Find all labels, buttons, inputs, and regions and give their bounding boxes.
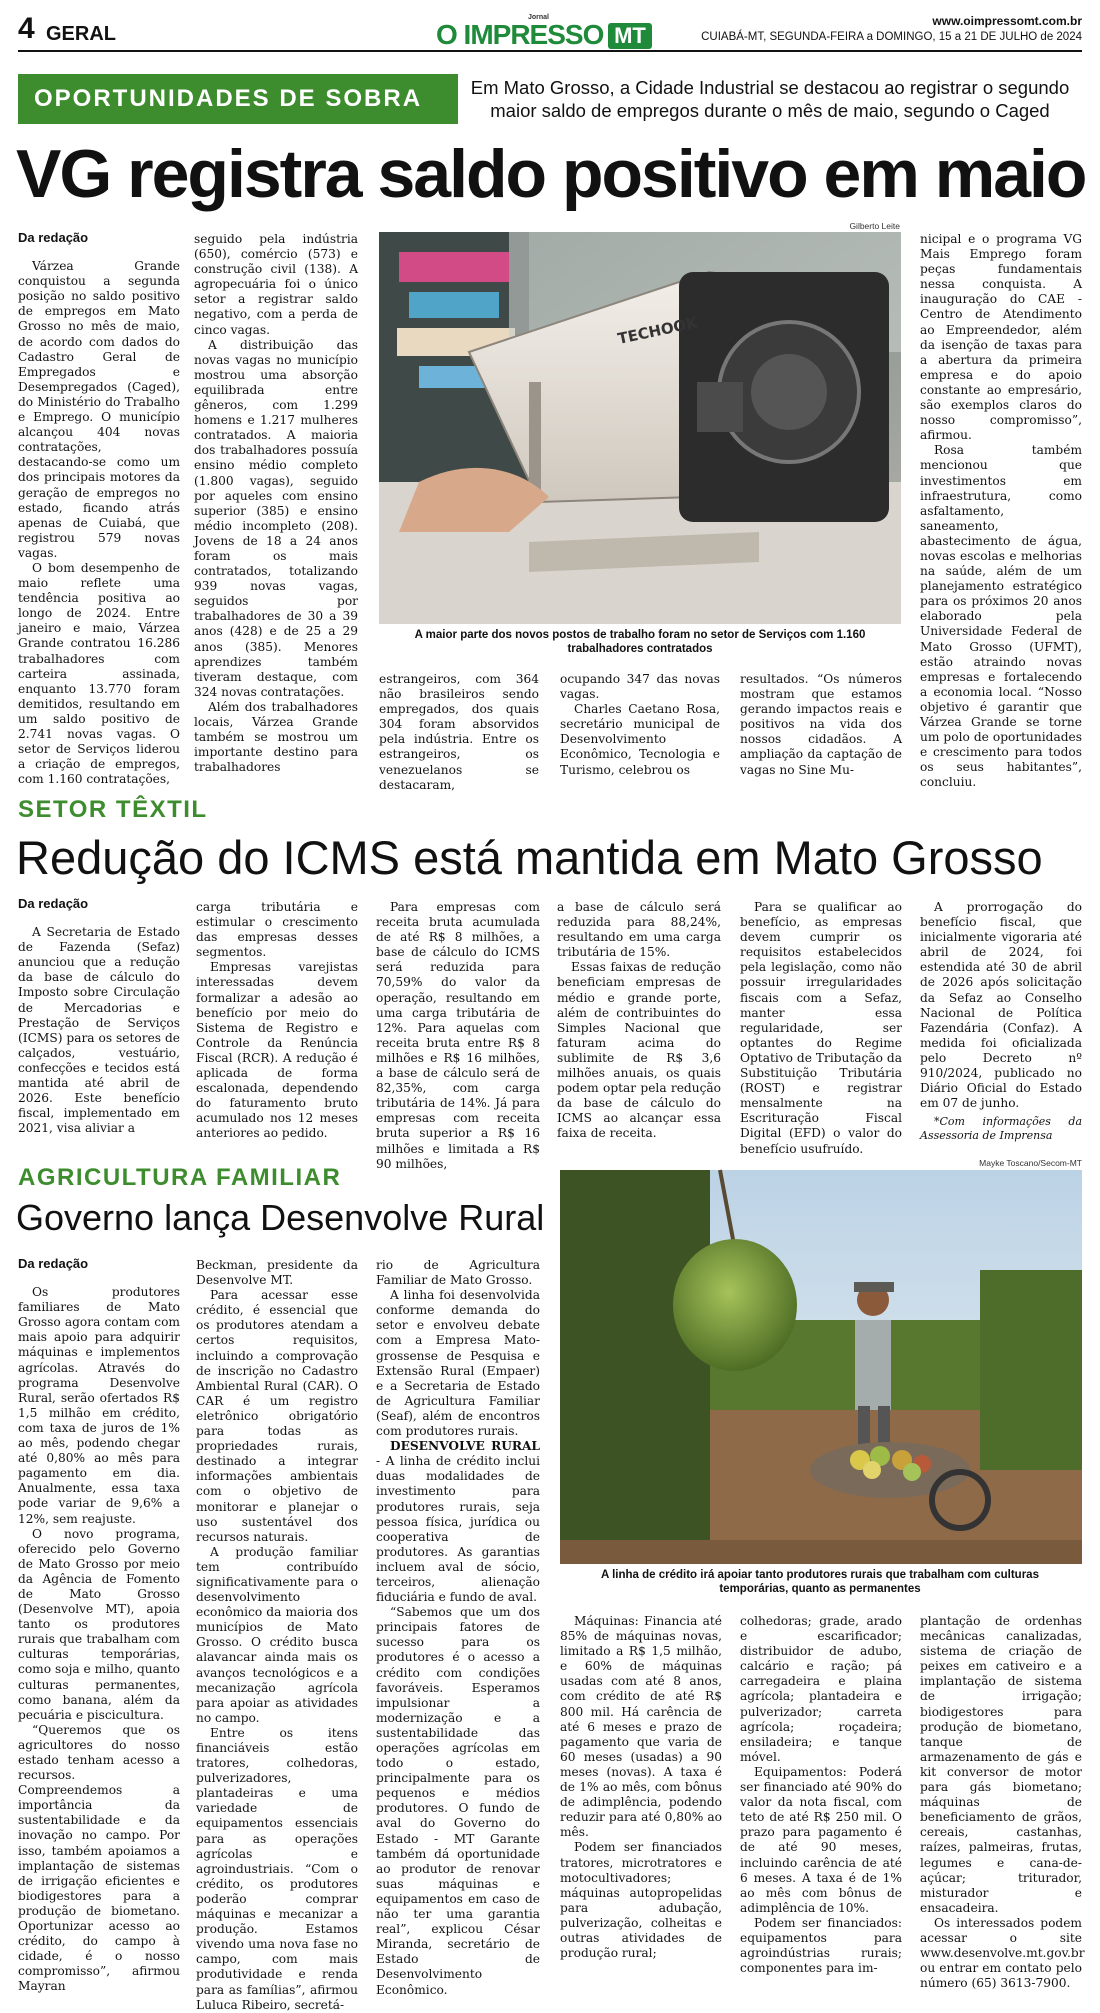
article-column <box>196 900 358 1146</box>
article-column <box>920 232 1082 790</box>
section-kicker: AGRICULTURA FAMILIAR <box>18 1164 342 1191</box>
paragraph: A distribuição das novas vagas no município mostrou uma absorção equilibrada entre gêneros, com 1.299 homens e 1.217 mulheres contratados. A maioria dos trabalhadores possuía ensino médio completo (1.800 vagas), seguido por aqueles com ensino superior (385) e ensino médio incompleto (208). Jovens de 18 a 24 anos foram os mais contratados, totalizando 939 novas vagas, seguidos por trabalhadores de 30 a 39 anos (428) e de 25 a 29 anos (385). Menores aprendizes também tiveram destaque, com 324 novas contratações. <box>194 337 358 699</box>
paragraph: Para acessar esse crédito, é essencial que os produtores atendam a certos requisitos, incluindo a comprovação de inscrição no Cadastro Ambiental Rural (CAR). O CAR é um registro eletrônico obrigatório para todas as propriedades rurais, destinado a integrar informações ambientais com o objetivo de monitorar e planejar o uso sustentável dos recursos naturais. <box>196 1288 358 1544</box>
paragraph: Os produtores familiares de Mato Grosso agora contam com mais apoio para adquirir máquinas e implementos agrícolas. Através do programa Desenvolve Rural, serão ofertados R$ 1,5 milhão em crédito, com taxa de juros de 1% ao mês, podendo chegar até 0,80% ao mês para pagamento em dia. Anualmente, essa taxa pode variar de 9,6% a 12%, sem reajuste. <box>18 1285 180 1526</box>
photo-credit: Gilberto Leite <box>849 221 900 231</box>
subhead-text: - A linha de crédito inclui duas modalidades de investimento para produtores rurais, seja pessoa física, jurídica ou cooperativa de produtores. As garantias incluem aval de sócio, terceiros, alienação fiduciária e fundo de aval. <box>376 1454 540 1605</box>
paragraph: Várzea Grande conquistou a segunda posição no saldo positivo de empregos em Mato Grosso no mês de maio, de acordo com dados do Cadastro Geral de Empregados e Desempregados (Caged), do Ministério do Trabalho e Emprego. O município alcançou 404 novas contratações, destacando-se como um dos principais motores da geração de empregos no estado, ficando atrás apenas de Cuiabá, que registrou 579 novas vagas. <box>18 259 180 560</box>
article-column <box>376 1258 540 1997</box>
photo-caption: A maior parte dos novos postos de trabalho foram no setor de Serviços com 1.160 trabalhadores contratados <box>414 629 866 655</box>
paragraph: Rosa também mencionou que investimentos em infraestrutura, como asfaltamento, saneamento, abastecimento de água, novas escolas e melhorias na saúde, além de um planejamento estratégico para os próximos 20 anos elaborado pela Universidade Federal de Mato Grosso (UFMT), estão atraindo novas empresas e fortalecendo a economia local. “Nosso objetivo é garantir que Várzea Grande se torne um polo de oportunidades e crescimento para todos os seus habitantes”, concluiu. <box>920 443 1082 790</box>
article-column <box>376 900 540 1171</box>
subhead-label: DESENVOLVE RURAL <box>390 1439 540 1454</box>
paragraph: carga tributária e estimular o crescimento das empresas desses segmentos. <box>196 900 358 960</box>
paragraph: “Queremos que os agricultores do nosso estado tenham acesso a recursos. Compreendemos a importância da sustentabilidade e da inovação no campo. Por isso, também apoiamos a implantação de sistemas de irrigação eficientes e biodigestores para a produção de biometano. Oportunizar acesso ao crédito, do campo à cidade, é o nosso compromisso”, afirmou Mayran <box>18 1722 180 1994</box>
paragraph: O bom desempenho de maio reflete uma tendência positiva ao longo de 2024. Entre janeiro e maio, Várzea Grande contratou 16.286 trabalhadores com carteira assinada, enquanto 13.770 foram demitidos, resultando em um saldo positivo de 2.741 novas vagas. O setor de Serviços liderou a criação de empregos, com 1.160 contratações, <box>18 560 180 787</box>
kicker-banner: OPORTUNIDADES DE SOBRA <box>18 74 458 124</box>
paragraph: A prorrogação do benefício fiscal, que inicialmente vigoraria até abril de 2024, foi estendida até 30 de abril de 2026 após solicitação da Sefaz ao Conselho Nacional de Política Fazendária (Confaz). A medida foi oficializada pelo Decreto nº 910/2024, publicado no Diário Oficial do Estado em 07 de junho. <box>920 900 1082 1111</box>
article-column <box>920 1614 1085 1991</box>
paragraph: Máquinas: Financia até 85% de máquinas novas, limitado a R$ 1,5 milhão, e 60% de máquinas usadas com até 8 anos, com crédito de até R$ 800 mil. Há carência de até 6 meses e prazo de pagamento que varia de 60 meses (usadas) a 90 meses (novas). A taxa é de 1% ao mês, com bônus de adimplência, podendo reduzir para até 0,80% ao mês. <box>560 1614 722 1840</box>
article-column <box>18 1256 180 1994</box>
photo-caption: A linha de crédito irá apoiar tanto produtores rurais que trabalham com culturas temporárias, quanto as permanentes <box>601 1569 1039 1595</box>
byline: Da redação <box>18 896 89 911</box>
paragraph: seguido pela indústria (650), comércio (573) e construção civil (138). A agropecuária foi o único setor a registrar saldo negativo, com a perda de cinco vagas. <box>194 232 358 337</box>
article-column <box>18 230 180 787</box>
newspaper-logo <box>436 14 664 52</box>
machine-brand: TECHOOK <box>616 313 700 348</box>
article-column <box>196 1258 358 2012</box>
article-column <box>740 1614 902 1976</box>
headline: Governo lança Desenvolve Rural <box>16 1197 545 1238</box>
paragraph: Podem ser financiados tratores, microtratores e motocultivadores; máquinas autopropelidas para adubação, pulverização, colheitas e outras atividades de produção rural; <box>560 1840 722 1961</box>
paragraph: colhedoras; grade, arado e escarificador; distribuidor de adubo, calcário e ração; pá carregadeira e plaina agrícola; plantadeira e pulverizador; carreta agrícola; roçadeira; ensiladeira; e tanque móvel. <box>740 1614 902 1764</box>
logo-badge: MT <box>608 23 652 49</box>
photo-farmer <box>560 1170 1082 1564</box>
paragraph: “Sabemos que um dos principais fatores de sucesso para os produtores é o acesso a crédito com condições favoráveis. Esperamos impulsionar a modernização e a sustentabilidade das operações agrícolas em todo o estado, principalmente para os pequenos e médios produtores. O fundo de aval do Governo do Estado - MT Garante também dá oportunidade ao produtor de renovar suas máquinas e equipamentos em caso de não ter uma garantia real”, explicou César Miranda, secretário de Estado de Desenvolvimento Econômico. <box>376 1605 540 1997</box>
source-note: *Com informações da Assessoria de Imprensa <box>920 1115 1082 1143</box>
paragraph: resultados. “Os números mostram que estamos gerando impactos reais e positivos na vida dos nossos cidadãos. A ampliação da captação de vagas no Sine Mu- <box>740 672 902 777</box>
paragraph: estrangeiros, com 364 não brasileiros sendo empregados, dos quais 304 foram absorvidos pela indústria. Entre os estrangeiros, os venezuelanos se destacaram, <box>379 672 539 792</box>
article-column <box>740 900 902 1156</box>
paragraph: O novo programa, oferecido pelo Governo de Mato Grosso por meio da Agência de Fomento de Mato Grosso (Desenvolve MT), apoia tanto os produtores rurais que trabalham com culturas temporárias, como soja e milho, quanto culturas permanentes, como banana, além da pecuária e piscicultura. <box>18 1526 180 1722</box>
dateline: CUIABÁ-MT, SEGUNDA-FEIRA a DOMINGO, 15 a 21 DE JULHO de 2024 <box>701 31 1082 43</box>
paragraph: A linha foi desenvolvida conforme demanda do setor e envolveu debate com a Empresa Mato-grossense de Pesquisa e Extensão Rural (Empaer) e a Secretaria de Estado de Agricultura Familiar (Seaf), além de encontros com produtores rurais. <box>376 1288 540 1439</box>
photo-credit: Mayke Toscano/Secom-MT <box>979 1158 1082 1168</box>
paragraph: Para se qualificar ao benefício, as empresas devem cumprir os requisitos estabelecidos pela legislação, como não possuir irregularidades fiscais com a Sefaz, manter essa regularidade, ser optantes do Regime Optativo de Tributação da Substituição Tributária (ROST) e registrar mensalmente na Escrituração Fiscal Digital (EFD) o valor do benefício usufruído. <box>740 900 902 1156</box>
paragraph: Entre os itens financiáveis estão tratores, colhedoras, pulverizadores, plantadeiras e uma variedade de equipamentos essenciais para as operações agrícolas e agroindustriais. “Com o crédito, os produtores poderão comprar máquinas e mecanizar a produção. Estamos vivendo uma nova fase no campo, com mais produtividade e renda para as famílias”, afirmou Luluca Ribeiro, secretá- <box>196 1725 358 2012</box>
section-kicker: SETOR TÊXTIL <box>18 796 208 823</box>
paragraph: plantação de ordenhas mecânicas canalizadas, sistema de criação de peixes em cativeiro e a implantação de sistema de irrigação; biodigestores para produção de biometano, tanque de armazenamento de gás e kit conversor de motor para gás biometano; máquinas de beneficiamento de grãos, cereais, castanhas, raízes, palmeiras, frutas, legumes e cana-de-açúcar; triturador, misturador e ensacadeira. <box>920 1614 1082 1915</box>
byline: Da redação <box>18 230 89 245</box>
logo-small-text: Jornal <box>528 14 550 21</box>
paragraph: A produção familiar tem contribuído significativamente para o desenvolvimento econômico da maioria dos municípios de Mato Grosso. O crédito busca alavancar ainda mais os avanços tecnológicos e a mecanização agrícola para apoiar as atividades no campo. <box>196 1544 358 1725</box>
paragraph: Podem ser financiados: equipamentos para agroindústrias rurais; componentes para im- <box>740 1915 902 1976</box>
paragraph: nicipal e o programa VG Mais Emprego foram peças fundamentais nessa conquista. A inauguração do CAE - Centro de Atendimento ao Empreendedor, além da isenção de taxas para a abertura da primeira empresa e do apoio constante ao empresário, são exemplos claros do nosso compromisso”, afirmou. <box>920 232 1082 443</box>
paragraph: a base de cálculo será reduzida para 88,24%, resultando em uma carga tributária de 15%. <box>557 900 721 960</box>
paragraph <box>376 1439 540 1605</box>
article-column <box>920 900 1082 1146</box>
article-column <box>18 896 180 1146</box>
paragraph: Os interessados podem acessar o site www.desenvolve.mt.gov.br ou entrar em contato pelo número (65) 3613-7900. <box>920 1915 1085 1991</box>
masthead-rule <box>18 50 1082 52</box>
article-column <box>560 672 720 780</box>
section-name: GERAL <box>46 23 116 45</box>
paragraph: Beckman, presidente da Desenvolve MT. <box>196 1258 358 1288</box>
paragraph: Charles Caetano Rosa, secretário municipal de Desenvolvimento Econômico, Tecnologia e Turismo, celebrou os <box>560 702 720 777</box>
paragraph: Essas faixas de redução beneficiam empresas de médio e grande porte, além de contribuintes do Simples Nacional que faturam acima do sublimite de R$ 3,6 milhões anuais, os quais podem optar pela redução da base de cálculo do ICMS ao alcançar essa faixa de receita. <box>557 960 721 1141</box>
deck-line: Em Mato Grosso, a Cidade Industrial se destacou ao registrar o segundo <box>470 77 1070 98</box>
byline: Da redação <box>18 1256 89 1271</box>
article-column <box>740 672 902 780</box>
article-column <box>560 1614 722 1966</box>
website-url[interactable]: www.oimpressomt.com.br <box>932 14 1082 28</box>
paragraph: ocupando 347 das novas vagas. <box>560 672 720 702</box>
paragraph: rio de Agricultura Familiar de Mato Grosso. <box>376 1258 540 1288</box>
paragraph: Equipamentos: Poderá ser financiado até 90% do valor da nota fiscal, com teto de até R$ 250 mil. O prazo para pagamento é de até 90 meses, incluindo carência de até 6 meses. A taxa é de 1% ao mês com bônus de adimplência de 10%. <box>740 1764 902 1915</box>
article-column <box>194 232 358 778</box>
page-number: 4 <box>18 12 35 45</box>
paragraph: A Secretaria de Estado de Fazenda (Sefaz) anunciou que a redução da base de cálculo do Imposto sobre Circulação de Mercadorias e Prestação de Serviços (ICMS) para os setores de calçados, vestuário, confecções e tecidos está mantida até abril de 2026. Este benefício fiscal, implementado em 2021, visa aliviar a <box>18 925 180 1136</box>
headline: Redução do ICMS está mantida em Mato Grosso <box>16 831 1043 884</box>
logo-main-text: O IMPRESSO <box>436 19 604 50</box>
paragraph: Para empresas com receita bruta acumulada de até R$ 8 milhões, a base de cálculo do ICMS será reduzida para 70,59% do valor da operação, resultando em uma carga tributária de 12%. Para aquelas com receita bruta entre R$ 8 milhões e R$ 16 milhões, a base de cálculo será de 82,35%, com carga tributária de 14%. Já para empresas com receita bruta superior a R$ 16 milhões e limitada a R$ 90 milhões, <box>376 900 540 1171</box>
paragraph: Empresas varejistas interessadas devem formalizar a adesão ao benefício por meio do Sistema de Registro e Controle da Renúncia Fiscal (RCR). A redução é aplicada de forma escalonada, dependendo do faturamento bruto acumulado nos 12 meses anteriores ao pedido. <box>196 960 358 1141</box>
deck-line: maior saldo de empregos durante o mês de maio, segundo o Caged <box>490 100 1050 121</box>
article-column <box>379 672 539 792</box>
article-deck <box>470 76 1070 122</box>
photo-sewing-machine <box>379 232 901 624</box>
article-column <box>557 900 721 1146</box>
headline: VG registra saldo positivo em maio <box>16 136 1086 212</box>
paragraph: Além dos trabalhadores locais, Várzea Grande também se mostrou um importante destino para trabalhadores <box>194 699 358 775</box>
